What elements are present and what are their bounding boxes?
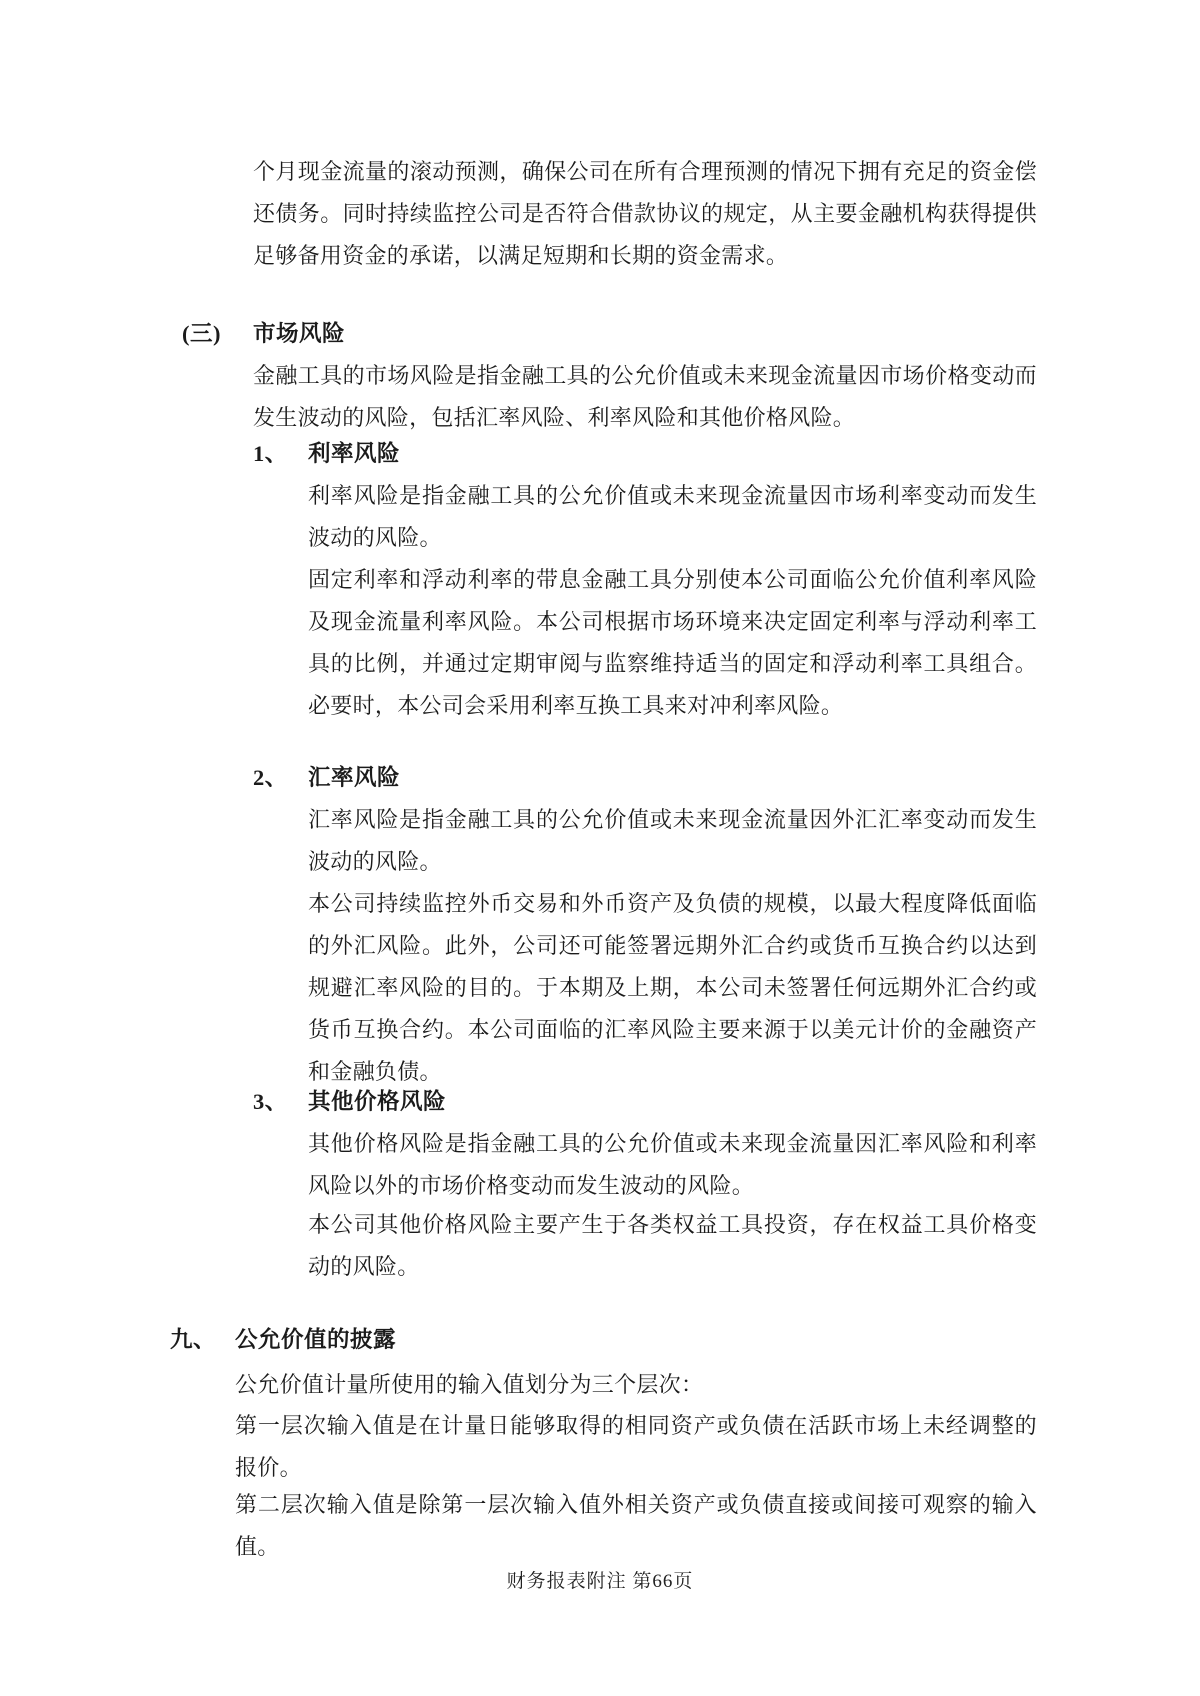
- item3-title: 其他价格风险: [308, 1089, 447, 1114]
- item3-paragraph-2: 本公司其他价格风险主要产生于各类权益工具投资，存在权益工具价格变动的风险。: [308, 1212, 1037, 1279]
- section3-title: 市场风险: [253, 321, 346, 346]
- section9-paragraph-3: 第二层次输入值是除第一层次输入值外相关资产或负债直接或间接可观察的输入值。: [235, 1492, 1037, 1559]
- item2-paragraph-1: 汇率风险是指金融工具的公允价值或未来现金流量因外汇汇率变动而发生波动的风险。: [308, 807, 1037, 874]
- item1-heading: [253, 433, 400, 475]
- item3-heading: [253, 1081, 446, 1123]
- item3-num: 3、: [253, 1089, 288, 1114]
- intro-paragraph: 个月现金流量的滚动预测，确保公司在所有合理预测的情况下拥有充足的资金偿还债务。同时持续监控公司是否符合借款协议的规定，从主要金融机构获得提供足够备用资金的承诺，以满足短期和长期的资金需求。: [253, 159, 1037, 268]
- section9-paragraph-2: 第一层次输入值是在计量日能够取得的相同资产或负债在活跃市场上未经调整的报价。: [235, 1413, 1037, 1480]
- item2-title: 汇率风险: [308, 765, 401, 790]
- section9-title: 公允价值的披露: [235, 1327, 397, 1352]
- section3-label: (三): [182, 321, 221, 346]
- item1-paragraph-2: 固定利率和浮动利率的带息金融工具分别使本公司面临公允价值利率风险及现金流量利率风险。本公司根据市场环境来决定固定利率与浮动利率工具的比例，并通过定期审阅与监察维持适当的固定和浮动利率工具组合。必要时，本公司会采用利率互换工具来对冲利率风险。: [308, 567, 1037, 718]
- section3-heading: [182, 313, 345, 355]
- section9-heading: [170, 1319, 396, 1361]
- item1-paragraph-1: 利率风险是指金融工具的公允价值或未来现金流量因市场利率变动而发生波动的风险。: [308, 483, 1037, 550]
- item2-num: 2、: [253, 765, 288, 790]
- item1-num: 1、: [253, 441, 288, 466]
- item2-paragraph-2: 本公司持续监控外币交易和外币资产及负债的规模，以最大程度降低面临的外汇风险。此外，公司还可能签署远期外汇合约或货币互换合约以达到规避汇率风险的目的。于本期及上期，本公司未签署任何远期外汇合约或货币互换合约。本公司面临的汇率风险主要来源于以美元计价的金融资产和金融负债。: [308, 891, 1037, 1084]
- item2-heading: [253, 757, 400, 799]
- page-footer: 财务报表附注 第66页: [506, 1571, 694, 1592]
- section9-paragraph-1: 公允价值计量所使用的输入值划分为三个层次：: [235, 1372, 704, 1397]
- section9-label: 九、: [170, 1327, 217, 1352]
- item1-title: 利率风险: [308, 441, 401, 466]
- section3-intro: 金融工具的市场风险是指金融工具的公允价值或未来现金流量因市场价格变动而发生波动的风险，包括汇率风险、利率风险和其他价格风险。: [253, 363, 1037, 430]
- item3-paragraph-1: 其他价格风险是指金融工具的公允价值或未来现金流量因汇率风险和利率风险以外的市场价格变动而发生波动的风险。: [308, 1131, 1037, 1198]
